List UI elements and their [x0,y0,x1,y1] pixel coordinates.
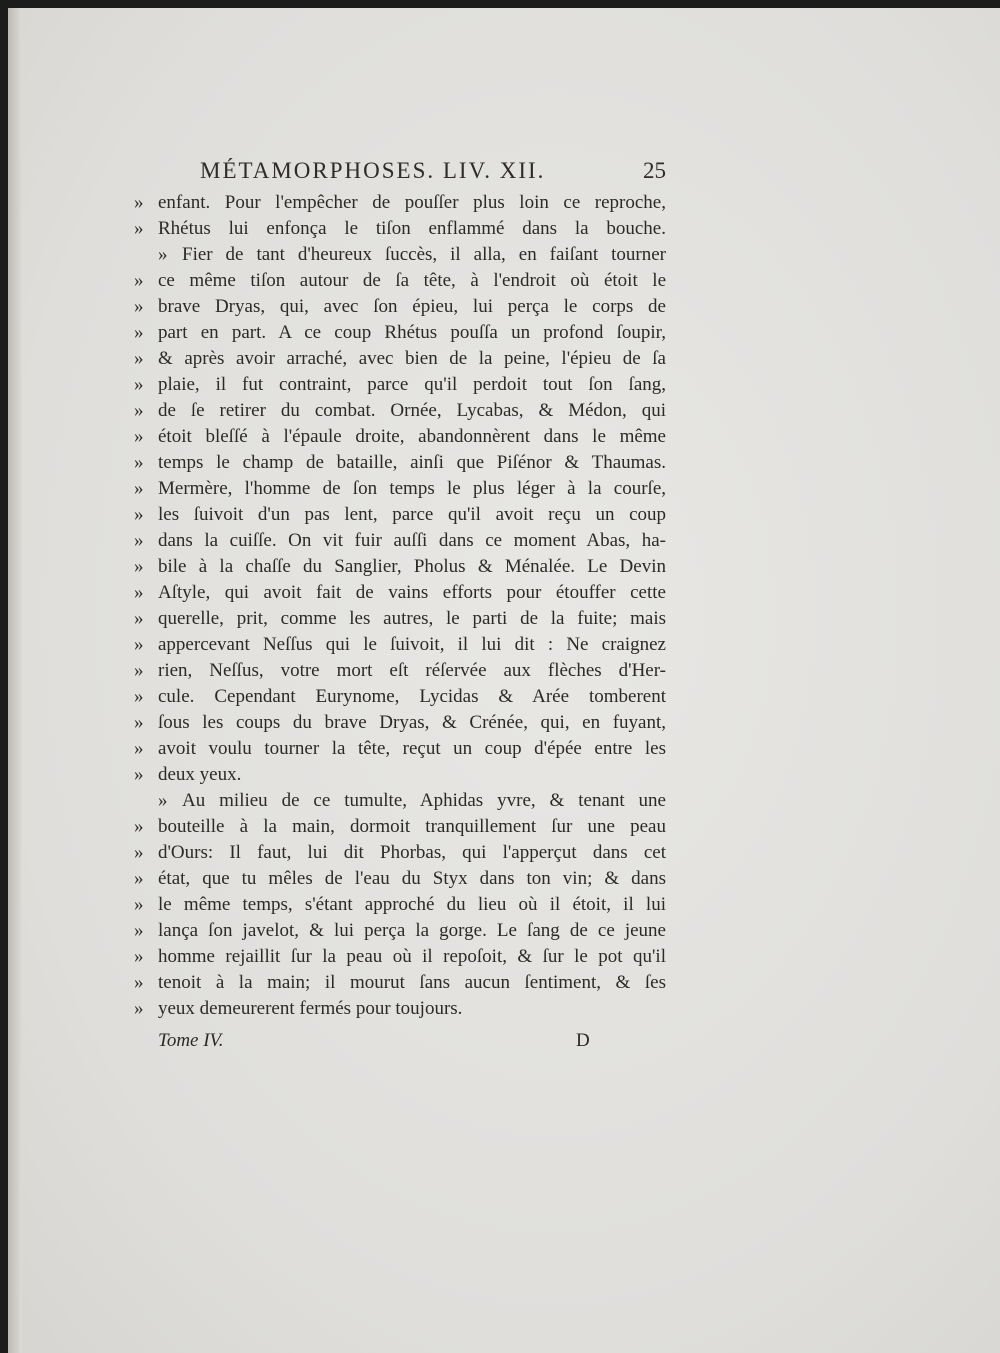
line-text: rien, Neſſus, votre mort eſt réſervée aux flèches d'Her- [158,660,666,681]
quote-mark: » [158,790,168,811]
page-number: 25 [643,158,666,183]
line-text: Fier de tant d'heureux ſuccès, il alla, en faiſant tourner [182,244,666,265]
text-line [134,476,666,502]
line-text: les ſuivoit d'un pas lent, parce qu'il avoit reçu un coup [158,504,666,525]
quote-mark: » [134,426,144,447]
quote-mark: » [134,816,144,837]
quote-mark: » [134,842,144,863]
quote-mark: » [134,998,144,1019]
line-text: ſous les coups du brave Dryas, & Crénée, qui, en fuyant, [158,712,666,733]
line-text: de ſe retirer du combat. Ornée, Lycabas, & Médon, qui [158,400,666,421]
text-line [134,710,666,736]
line-text: avoit voulu tourner la tête, reçut un coup d'épée entre les [158,738,666,759]
line-text: bouteille à la main, dormoit tranquillement ſur une peau [158,816,666,837]
quote-mark: » [134,868,144,889]
line-text: Aſtyle, qui avoit fait de vains efforts pour étouffer cette [158,582,666,603]
line-text: Mermère, l'homme de ſon temps le plus léger à la courſe, [158,478,666,499]
text-line [134,580,666,606]
quote-mark: » [134,452,144,473]
line-text: deux yeux. [158,764,242,785]
line-text: temps le champ de bataille, ainſi que Piſénor & Thaumas. [158,452,666,473]
line-text: yeux demeurerent fermés pour toujours. [158,998,463,1019]
line-text: brave Dryas, qui, avec ſon épieu, lui perça le corps de [158,296,666,317]
page-gutter [8,8,22,1353]
text-line [134,372,666,398]
quote-mark: » [134,478,144,499]
quote-mark: » [134,582,144,603]
line-text: le même temps, s'étant approché du lieu où il étoit, il lui [158,894,666,915]
text-line [134,242,666,268]
page-footer [158,1030,588,1052]
quote-mark: » [134,712,144,733]
running-head-title: MÉTAMORPHOSES. LIV. XII. [200,158,546,183]
text-line [134,554,666,580]
quote-mark: » [134,504,144,525]
line-text: & après avoir arraché, avec bien de la peine, l'épieu de ſa [158,348,666,369]
text-line [134,892,666,918]
quote-mark: » [134,972,144,993]
line-text: tenoit à la main; il mourut ſans aucun ſentiment, & ſes [158,972,666,993]
quote-mark: » [134,894,144,915]
text-line [134,658,666,684]
quote-mark: » [134,270,144,291]
quote-mark: » [134,738,144,759]
text-line [134,814,666,840]
text-line [134,606,666,632]
text-line [134,996,666,1022]
line-text: lança ſon javelot, & lui perça la gorge. Le ſang de ce jeune [158,920,666,941]
line-text: homme rejaillit ſur la peau où il repoſoit, & ſur le pot qu'il [158,946,666,967]
text-line [134,398,666,424]
quote-mark: » [134,556,144,577]
line-text: part en part. A ce coup Rhétus pouſſa un profond ſoupir, [158,322,666,343]
text-line [134,866,666,892]
quote-mark: » [134,634,144,655]
body-text [134,190,666,1022]
quote-mark: » [134,686,144,707]
text-line [134,294,666,320]
text-line [134,268,666,294]
quote-mark: » [134,192,144,213]
line-text: enfant. Pour l'empêcher de pouſſer plus loin ce reproche, [158,192,666,213]
quote-mark: » [134,660,144,681]
gathering-signature: D [576,1030,590,1051]
text-line [134,632,666,658]
text-line [134,684,666,710]
line-text: cule. Cependant Eurynome, Lycidas & Arée tomberent [158,686,666,707]
text-line [134,944,666,970]
text-line [134,424,666,450]
quote-mark: » [134,348,144,369]
text-line [134,528,666,554]
quote-mark: » [134,374,144,395]
text-line [134,918,666,944]
quote-mark: » [134,530,144,551]
text-line [134,788,666,814]
line-text: plaie, il fut contraint, parce qu'il perdoit tout ſon ſang, [158,374,666,395]
quote-mark: » [134,218,144,239]
text-line [134,762,666,788]
text-line [134,320,666,346]
volume-signature: Tome IV. [158,1030,224,1051]
quote-mark: » [134,920,144,941]
line-text: ce même tiſon autour de ſa tête, à l'endroit où étoit le [158,270,666,291]
line-text: étoit bleſſé à l'épaule droite, abandonnèrent dans le même [158,426,666,447]
text-line [134,216,666,242]
line-text: état, que tu mêles de l'eau du Styx dans ton vin; & dans [158,868,666,889]
line-text: Au milieu de ce tumulte, Aphidas yvre, & tenant une [182,790,666,811]
running-head [200,158,666,184]
quote-mark: » [158,244,168,265]
text-line [134,346,666,372]
text-line [134,840,666,866]
line-text: dans la cuiſſe. On vit fuir auſſi dans ce moment Abas, ha- [158,530,666,551]
text-line [134,190,666,216]
line-text: d'Ours: Il faut, lui dit Phorbas, qui l'apperçut dans cet [158,842,666,863]
text-line [134,450,666,476]
line-text: querelle, prit, comme les autres, le parti de la fuite; mais [158,608,666,629]
quote-mark: » [134,946,144,967]
line-text: appercevant Neſſus qui le ſuivoit, il lui dit : Ne craignez [158,634,666,655]
quote-mark: » [134,608,144,629]
quote-mark: » [134,400,144,421]
book-page [8,8,1000,1353]
text-line [134,502,666,528]
line-text: bile à la chaſſe du Sanglier, Pholus & Ménalée. Le Devin [158,556,666,577]
quote-mark: » [134,322,144,343]
line-text: Rhétus lui enfonça le tiſon enflammé dans la bouche. [158,218,666,239]
text-line [134,736,666,762]
quote-mark: » [134,764,144,785]
text-line [134,970,666,996]
quote-mark: » [134,296,144,317]
